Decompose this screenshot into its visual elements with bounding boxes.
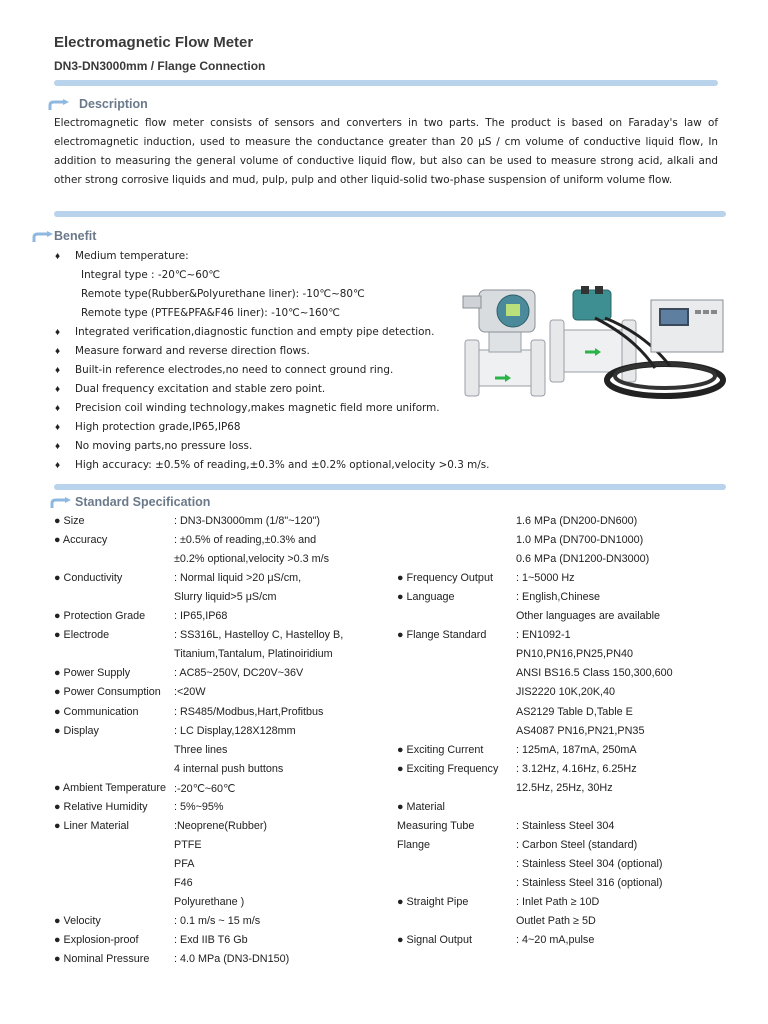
spec-value: : English,Chinese — [516, 591, 601, 603]
spec-label: ● Display — [54, 725, 99, 737]
spec-label: ● Electrode — [54, 629, 110, 641]
spec-value: : Stainless Steel 304 — [516, 820, 615, 832]
spec-value: AS4087 PN16,PN21,PN35 — [516, 725, 645, 737]
section-arrow-icon — [50, 497, 72, 509]
spec-value: PFA — [174, 858, 195, 870]
spec-value: : AC85~250V, DC20V~36V — [174, 667, 304, 679]
page-title: Electromagnetic Flow Meter — [54, 34, 254, 51]
spec-value: Polyurethane ) — [174, 896, 245, 908]
spec-value: : Carbon Steel (standard) — [516, 839, 638, 851]
benefit-item: Measure forward and reverse direction flows. — [75, 345, 310, 357]
description-text: Electromagnetic flow meter consists of sensors and converters in two parts. The product is based on Faraday's law of electromagnetic induction, used to measure the conductance greater than 20 μS / cm volume of conductive liquid flow, In addition to measuring the general volume of conductive liquid flow, but also can be used to measure strong acid, alkali and other strong corrosive liquids and mud, pulp, pulp and other liquid-solid two-phase suspension of uniform volume flow. — [54, 117, 718, 186]
spec-value: : 5%~95% — [174, 801, 224, 813]
spec-value: :<20W — [174, 686, 206, 698]
spec-value: : Inlet Path ≥ 10D — [516, 896, 600, 908]
spec-value: Titanium,Tantalum, Platinoiridium — [174, 648, 333, 660]
spec-value: : ±0.5% of reading,±0.3% and — [174, 534, 317, 546]
section-arrow-icon — [32, 231, 54, 243]
spec-label: ● Relative Humidity — [54, 801, 148, 813]
page-subtitle: DN3-DN3000mm / Flange Connection — [54, 59, 266, 73]
spec-value: 1.6 MPa (DN200-DN600) — [516, 515, 638, 527]
spec-value: AS2129 Table D,Table E — [516, 706, 633, 718]
bullet-diamond-icon: ♦ — [55, 384, 61, 395]
spec-label: Flange — [397, 839, 431, 851]
spec-value: : EN1092-1 — [516, 629, 571, 641]
spec-label: ● Nominal Pressure — [54, 953, 150, 965]
spec-label: ● Material — [397, 801, 445, 813]
spec-value: PN10,PN16,PN25,PN40 — [516, 648, 634, 660]
spec-value: : Normal liquid >20 μS/cm, — [174, 572, 302, 584]
spec-label: ● Explosion-proof — [54, 934, 139, 946]
spec-label: ● Flange Standard — [397, 629, 487, 641]
spec-value: 4 internal push buttons — [174, 763, 284, 775]
spec-label: ● Frequency Output — [397, 572, 493, 584]
benefit-heading: Benefit — [54, 229, 97, 243]
spec-value: 12.5Hz, 25Hz, 30Hz — [516, 782, 613, 794]
divider-bar — [54, 484, 726, 490]
divider-bar — [54, 80, 718, 86]
spec-value: : 4.0 MPa (DN3-DN150) — [174, 953, 290, 965]
spec-value: : 4~20 mA,pulse — [516, 934, 595, 946]
spec-value: 1.0 MPa (DN700-DN1000) — [516, 534, 644, 546]
spec-value: F46 — [174, 877, 193, 889]
spec-label: ● Velocity — [54, 915, 101, 927]
spec-value: Other languages are available — [516, 610, 661, 622]
benefit-item: Remote type (PTFE&PFA&F46 liner): -10℃~160℃ — [81, 307, 340, 319]
spec-value: : Exd IIB T6 Gb — [174, 934, 248, 946]
benefit-item: Precision coil winding technology,makes magnetic field more uniform. — [75, 402, 440, 414]
spec-value: Slurry liquid>5 μS/cm — [174, 591, 277, 603]
benefit-item: Built-in reference electrodes,no need to connect ground ring. — [75, 364, 394, 376]
benefit-item: Remote type(Rubber&Polyurethane liner): -10℃~80℃ — [81, 288, 365, 300]
spec-value: JIS2220 10K,20K,40 — [516, 686, 616, 698]
spec-label: ● Exciting Current — [397, 744, 484, 756]
bullet-diamond-icon: ♦ — [55, 251, 61, 262]
spec-value: PTFE — [174, 839, 202, 851]
spec-value: :-20℃~60℃ — [174, 783, 236, 795]
section-arrow-icon — [48, 99, 70, 111]
spec-label: ● Communication — [54, 706, 139, 718]
benefit-item: No moving parts,no pressure loss. — [75, 440, 253, 452]
bullet-diamond-icon: ♦ — [55, 403, 61, 414]
spec-value: : 3.12Hz, 4.16Hz, 6.25Hz — [516, 763, 637, 775]
spec-label: ● Signal Output — [397, 934, 472, 946]
spec-value: : Stainless Steel 316 (optional) — [516, 877, 663, 889]
benefit-item: Medium temperature: — [75, 250, 189, 262]
bullet-diamond-icon: ♦ — [55, 365, 61, 376]
benefit-item: High accuracy: ±0.5% of reading,±0.3% and ±0.2% optional,velocity >0.3 m/s. — [75, 459, 490, 471]
spec-label: ● Protection Grade — [54, 610, 146, 622]
bullet-diamond-icon: ♦ — [55, 422, 61, 433]
spec-label: ● Ambient Temperature — [54, 782, 166, 794]
spec-value: : IP65,IP68 — [174, 610, 228, 622]
spec-value: Three lines — [174, 744, 228, 756]
spec-label: ● Exciting Frequency — [397, 763, 499, 775]
divider-bar — [54, 211, 726, 217]
spec-label: Measuring Tube — [397, 820, 475, 832]
spec-value: : Stainless Steel 304 (optional) — [516, 858, 663, 870]
bullet-diamond-icon: ♦ — [55, 327, 61, 338]
spec-value: : 0.1 m/s ~ 15 m/s — [174, 915, 261, 927]
spec-label: ● Power Consumption — [54, 686, 161, 698]
bullet-diamond-icon: ♦ — [55, 346, 61, 357]
spec-value: : DN3-DN3000mm (1/8"~120") — [174, 515, 320, 527]
spec-value: :Neoprene(Rubber) — [174, 820, 268, 832]
benefit-item: Dual frequency excitation and stable zero point. — [75, 383, 326, 395]
spec-value: : 1~5000 Hz — [516, 572, 575, 584]
bullet-diamond-icon: ♦ — [55, 460, 61, 471]
spec-value: : RS485/Modbus,Hart,Profitbus — [174, 706, 324, 718]
spec-label: ● Size — [54, 515, 85, 527]
spec-label: ● Language — [397, 591, 455, 603]
spec-label: ● Power Supply — [54, 667, 131, 679]
spec-label: ● Accuracy — [54, 534, 108, 546]
spec-value: ANSI BS16.5 Class 150,300,600 — [516, 667, 673, 679]
benefit-item: Integral type : -20℃~60℃ — [81, 269, 221, 281]
spec-value: : LC Display,128X128mm — [174, 725, 296, 737]
bullet-diamond-icon: ♦ — [55, 441, 61, 452]
spec-value: ±0.2% optional,velocity >0.3 m/s — [174, 553, 330, 565]
description-heading: Description — [79, 97, 148, 111]
benefit-item: Integrated verification,diagnostic function and empty pipe detection. — [75, 326, 435, 338]
spec-label: ● Liner Material — [54, 820, 129, 832]
spec-value: : 125mA, 187mA, 250mA — [516, 744, 637, 756]
spec-value: : SS316L, Hastelloy C, Hastelloy B, — [174, 629, 344, 641]
flow-meter-product-image — [455, 278, 733, 410]
spec-value: 0.6 MPa (DN1200-DN3000) — [516, 553, 650, 565]
spec-heading: Standard Specification — [75, 495, 211, 509]
spec-label: ● Straight Pipe — [397, 896, 469, 908]
benefit-item: High protection grade,IP65,IP68 — [75, 421, 241, 433]
spec-label: ● Conductivity — [54, 572, 123, 584]
spec-value: Outlet Path ≥ 5D — [516, 915, 596, 927]
